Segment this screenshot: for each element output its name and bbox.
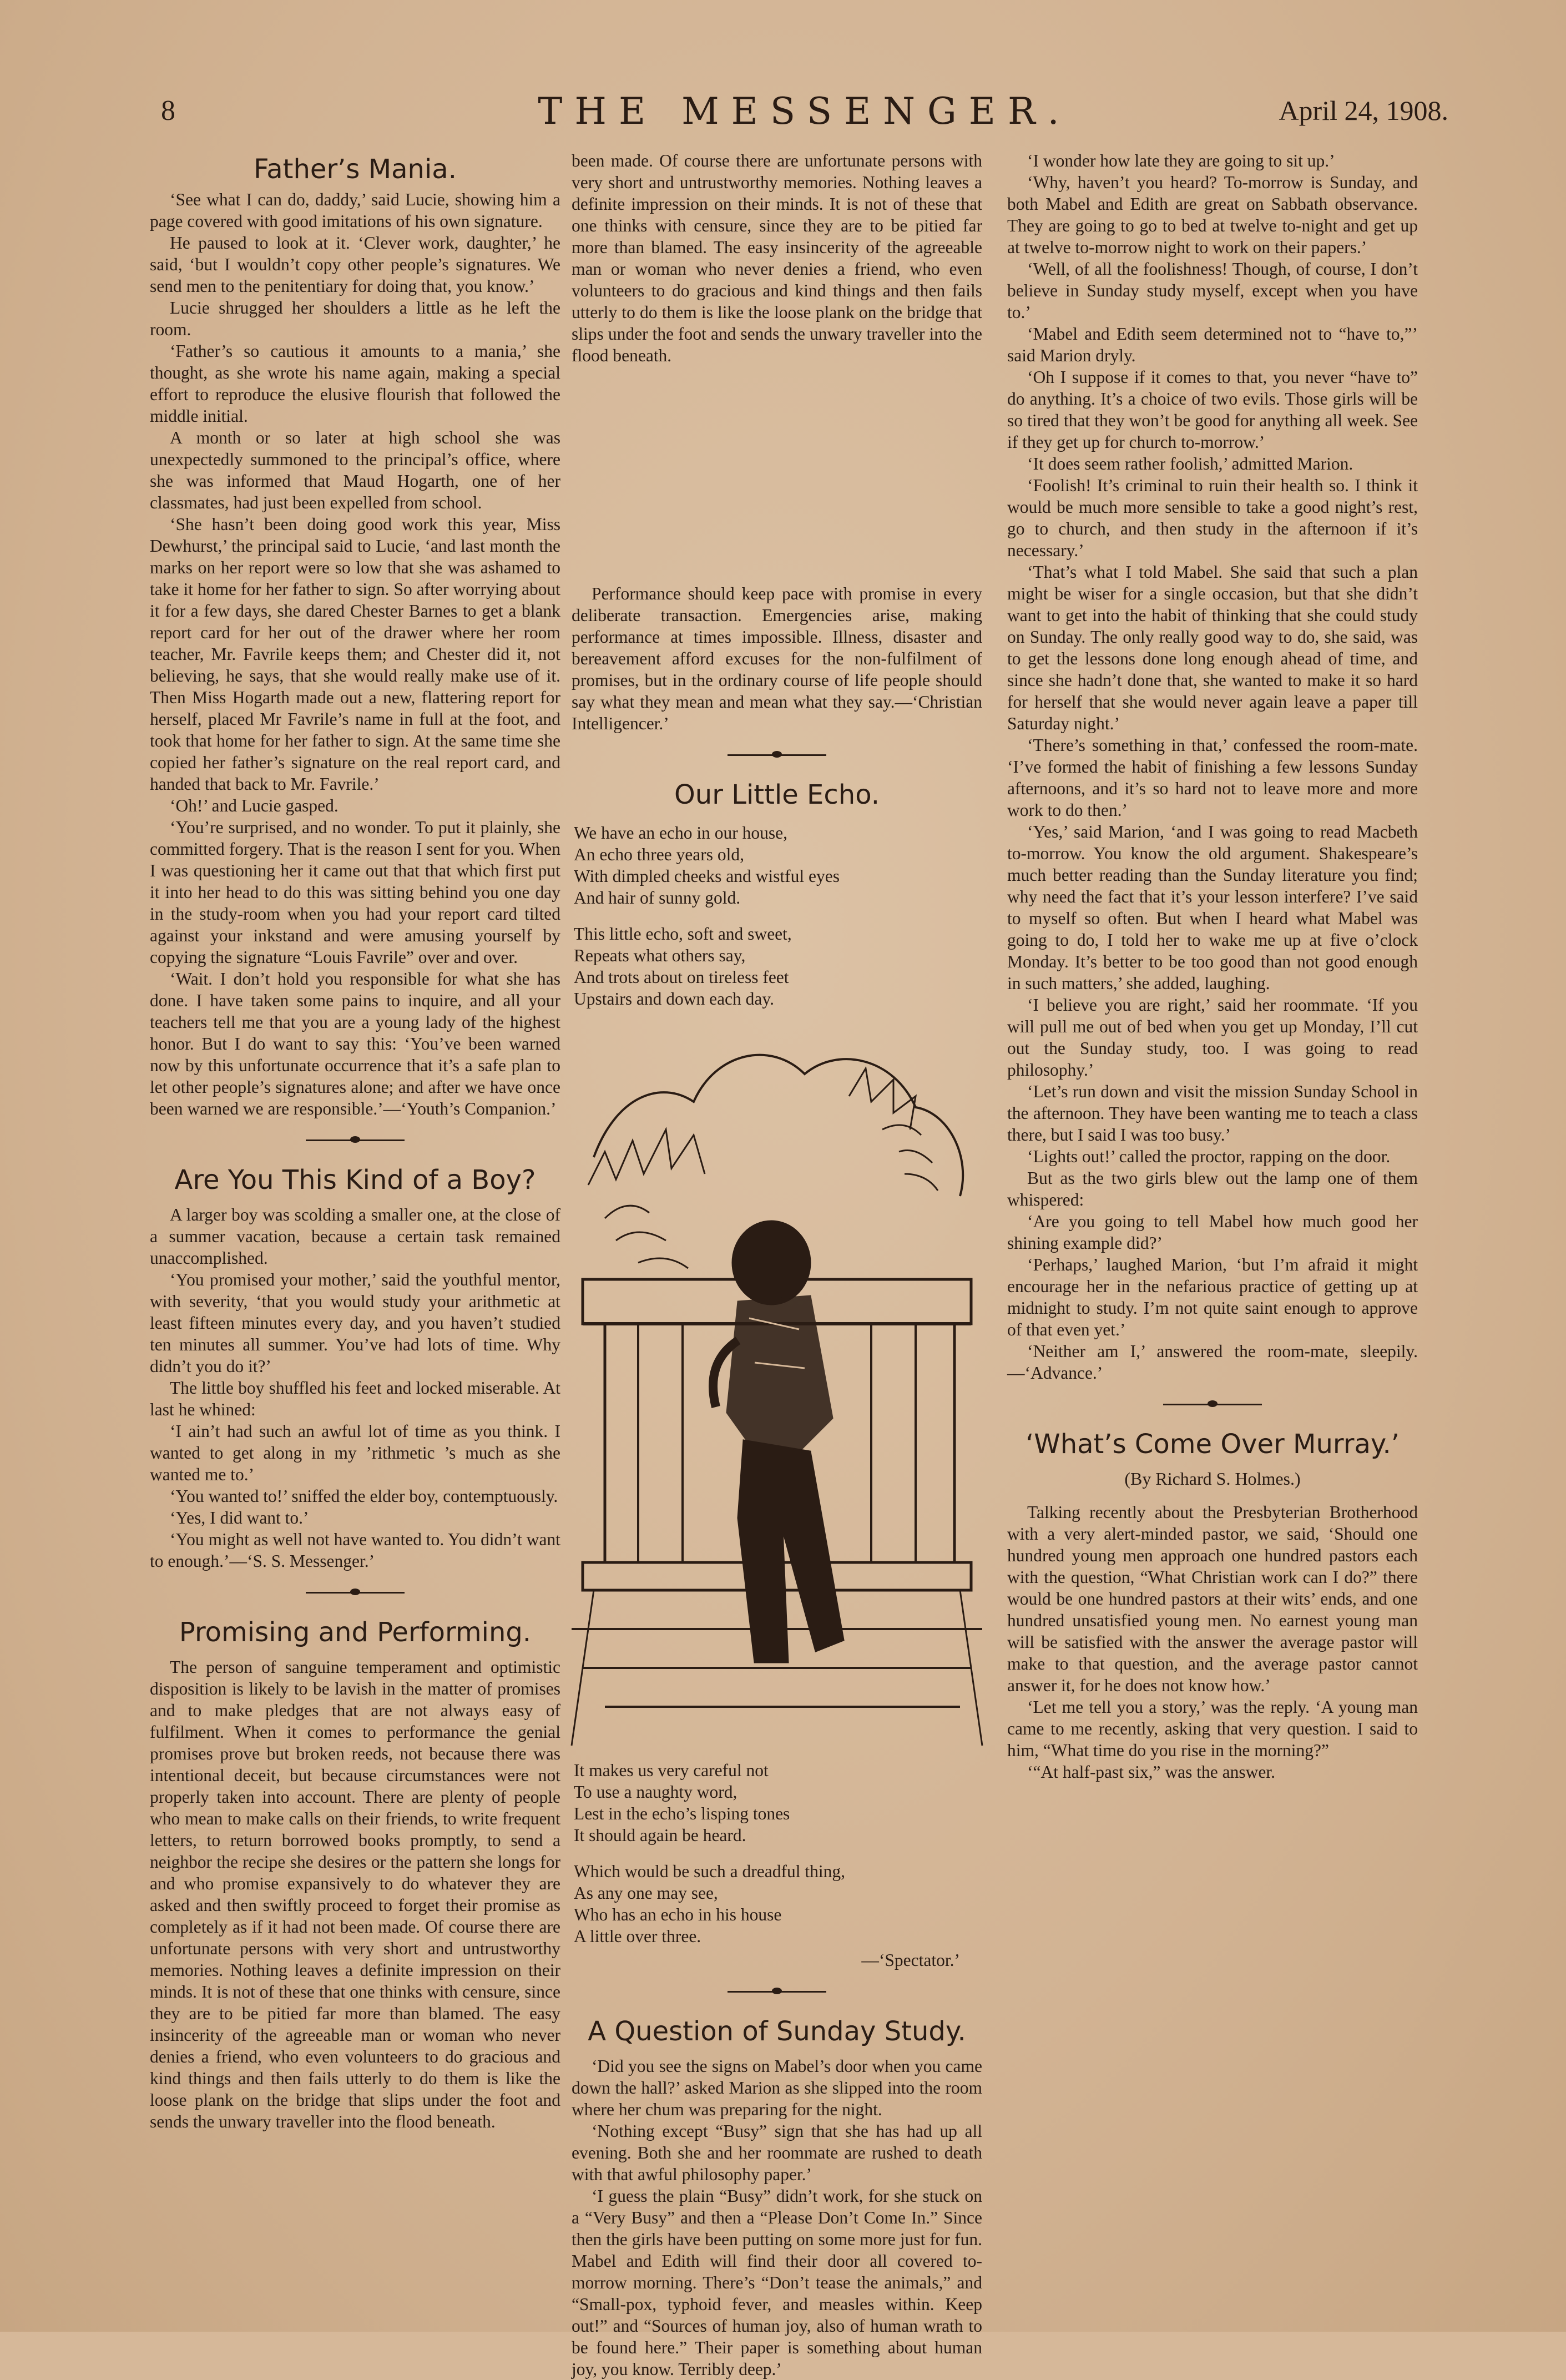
paragraph: ‘Are you going to tell Mabel how much good her shining example did?’ <box>1007 1212 1418 1253</box>
article-title: Are You This Kind of a Boy? <box>174 1164 536 1196</box>
paragraph: ‘It does seem rather foolish,’ admitted Marion. <box>1027 454 1353 473</box>
paragraph: He paused to look at it. ‘Clever work, daughter,’ he said, ‘but I wouldn’t copy other people’s signatures. We send men to the penitentiary for doing that, you know.’ <box>150 233 560 296</box>
poem-little-echo-end <box>572 1759 982 1971</box>
article-title: A Question of Sunday Study. <box>588 2016 966 2047</box>
paragraph: Talking recently about the Presbyterian Brotherhood with a very alert-minded pastor, we said, ‘Should one hundred young men approach one hundred pastors each with the question, “What Christian work can I do?” there would be one hundred pastors at their wits’ ends, and one hundred unsatisfied young men. No earnest young man will be satisfied with the answer the average pastor will make to that question, and the average pastor cannot answer it, for he does not know how.’ <box>1007 1502 1418 1695</box>
paragraph: ‘See what I can do, daddy,’ said Lucie, showing him a page covered with good imitations of his own signature. <box>150 190 560 231</box>
paragraph: ‘Lights out!’ called the proctor, rapping on the door. <box>1027 1147 1391 1166</box>
article-title: Our Little Echo. <box>674 779 880 810</box>
paragraph: ‘Why, haven’t you heard? To-morrow is Sunday, and both Mabel and Edith are great on Sabbath observance. They are going to go to bed at twelve to-night and get up at twelve to-morrow night to work on their papers.’ <box>1007 173 1418 257</box>
paragraph: ‘Father’s so cautious it amounts to a mania,’ she thought, as she wrote his name again, making a special effort to reproduce the elusive flourish that followed the middle initial. <box>150 341 560 426</box>
article-body-promising <box>150 1656 560 2131</box>
paragraph: ‘She hasn’t been doing good work this year, Miss Dewhurst,’ the principal said to Lucie, ‘and last month the marks on her report were so low that she was ashamed to take it home for her father to sign. So after worrying about it for a few days, she dared Chester Barnes to get a blank report card for her out of the drawer where her room teacher, Mr. Favrile keeps them; and Chester did it, not believing, he says, that she would really make use of it. Then Miss Hogarth made out a new, flattering report for herself, placed Mr Favrile’s name in full at the foot, and took that home for her father to sign. At the same time she copied her father’s signature on the real report card, and handed that back to Mr. Favrile.’ <box>150 515 560 794</box>
section-divider <box>572 742 982 768</box>
poem-stanza: This little echo, soft and sweet, Repeats what others say, And trots about on tireless feet Upstairs and down each day. <box>574 924 792 1009</box>
paragraph: ‘Let’s run down and visit the mission Sunday School in the afternoon. They have been wanting me to teach a class there, but I said I was too busy.’ <box>1007 1082 1418 1144</box>
column-2 <box>572 150 982 2379</box>
paragraph: ‘“At half-past six,” was the answer. <box>1027 1762 1275 1782</box>
article-body-kind-of-boy <box>150 1204 560 1572</box>
article-body-sunday-study <box>572 2055 982 2379</box>
masthead <box>161 90 1448 139</box>
section-divider <box>150 1127 560 1153</box>
paragraph: A month or so later at high school she was unexpectedly summoned to the principal’s office, where she was informed that Maud Hogarth, one of her classmates, had just been expelled from school. <box>150 428 560 512</box>
paragraph: Performance should keep pace with promise in every deliberate transaction. Emergencies arise, making performance at times impossible. Illness, disaster and bereavement afford excuses for the non-fulfilment of promises, but in the ordinary course of life people should say what they mean and mean what they say.—‘Christian Intelligencer.’ <box>572 584 982 733</box>
page-number: 8 <box>161 95 175 127</box>
article-body-fathers-mania <box>150 189 560 1120</box>
paragraph: ‘Mabel and Edith seem determined not to “have to,”’ said Marion dryly. <box>1007 324 1418 365</box>
paragraph: ‘Let me tell you a story,’ was the reply. ‘A young man came to me recently, asking that very question. I said to him, “What time do you rise in the morning?” <box>1007 1697 1418 1760</box>
poem-stanza: Which would be such a dreadful thing, As any one may see, Who has an echo in his house A little over three. <box>574 1862 845 1946</box>
child-at-fence-illustration <box>572 1030 982 1746</box>
paragraph: ‘Foolish! It’s criminal to ruin their health so. I think it would be much more sensible to take a good night’s rest, go to church, and then study in the afternoon if it’s necessary.’ <box>1007 476 1418 560</box>
paragraph: ‘Wait. I don’t hold you responsible for what she has done. I have taken some pains to inquire, and all your teachers tell me that you are a young lady of the highest honor. But I do want to say this: ‘You’ve been warned now by this unfortunate occurrence that it’s a safe plan to let other people’s signatures alone; and after we have once been warned we are responsible.’—‘Youth’s Companion.’ <box>150 969 560 1118</box>
paragraph: ‘Nothing except “Busy” sign that she has had up all evening. Both she and her roommate are rushed to death with that awful philosophy paper.’ <box>572 2121 982 2184</box>
paragraph: ‘That’s what I told Mabel. She said that such a plan might be wiser for a single occasion, but that she didn’t want to get into the habit of thinking that she could study on Sunday. The only really good way to do, she said, was to get the lessons done long enough ahead of time, and since she hadn’t done that, she wanted to make it so hard for herself that she would never again leave a paper till Saturday night.’ <box>1007 562 1418 733</box>
section-divider <box>572 1979 982 2004</box>
poem-stanza: We have an echo in our house, An echo three years old, With dimpled cheeks and wistful eyes And hair of sunny gold. <box>574 823 840 907</box>
paragraph: ‘Perhaps,’ laughed Marion, ‘but I’m afraid it might encourage her in the nefarious practice of getting up at midnight to study. I’m not quite saint enough to approve of that even yet.’ <box>1007 1255 1418 1339</box>
column-1 <box>150 150 560 2131</box>
article-title: Promising and Performing. <box>179 1617 532 1648</box>
article-continued-sunday-study <box>1007 150 1418 1384</box>
paragraph: But as the two girls blew out the lamp one of them whispered: <box>1007 1168 1418 1209</box>
column-3 <box>1007 150 1418 1783</box>
paragraph: ‘Well, of all the foolishness! Though, of course, I don’t believe in Sunday study myself, except when you have to.’ <box>1007 259 1418 322</box>
paragraph: been made. Of course there are unfortunate persons with very short and untrustworthy memories. Nothing leaves a definite impression on their minds. It is not of these that one thinks with censure, since they are to be pitied far more than blamed. The easy insincerity of the agreeable man or woman who never denies a friend, who even volunteers to do gracious and kind things and then fails utterly to do them is like the loose plank on the bridge that slips under the foot and sends the unwary traveller into the flood beneath. <box>572 151 982 365</box>
paragraph: ‘You might as well not have wanted to. You didn’t want to enough.’—‘S. S. Messenger.’ <box>150 1530 560 1571</box>
paragraph: ‘Yes,’ said Marion, ‘and I was going to read Macbeth to-morrow. You know the old argument. Shakespeare’s much better reading than the Sunday literature you find; why need the fact that it’s your lesson interfere? I’ve said to myself so often. But when I heard what Mabel was going to do, I told her to wake me up at five o’clock Monday. It’s better to be too good than not good enough in such matters,’ she added, laughing. <box>1007 822 1418 993</box>
paragraph: ‘Neither am I,’ answered the room-mate, sleepily.—‘Advance.’ <box>1007 1342 1418 1383</box>
paragraph: A larger boy was scolding a smaller one, at the close of a summer vacation, because a certain task remained unaccomplished. <box>150 1205 560 1268</box>
section-divider <box>1007 1391 1418 1417</box>
issue-date: April 24, 1908. <box>1279 95 1448 126</box>
paragraph: ‘Oh I suppose if it comes to that, you never “have to” do anything. It’s a choice of two evils. Those girls will be so tired that they won’t be good for anything all week. See if they get up for church to-morrow.’ <box>1007 367 1418 452</box>
article-body-murray <box>1007 1501 1418 1783</box>
paragraph: ‘There’s something in that,’ confessed the room-mate. ‘I’ve formed the habit of finishing a few lessons Sunday afternoons, and it’s so hard not to leave more and more work to do then.’ <box>1007 735 1418 820</box>
paragraph: The person of sanguine temperament and optimistic disposition is likely to be lavish in the matter of promises and to make pledges that are not always easy of fulfilment. When it comes to performance the genial promises prove but broken reeds, not because there was intentional deceit, but because circumstances were not properly taken into account. There are plenty of people who mean to make calls on their friends, to write frequent letters, to return borrowed books promptly, to send a neighbor the recipe she desires or the pattern she longs for and who promise expansively to do whatever they are asked and then swiftly proceed to forget their promise as completely as if it had not been made. Of course there are unfortunate persons with very short and untrustworthy memories. Nothing leaves a definite impression on their minds. It is not of these that one thinks with censure, since they are to be pitied far more than blamed. The easy insincerity of the agreeable man or woman who never denies a friend, who even volunteers to do gracious and kind things and then fails utterly to do them is like the loose plank on the bridge that slips under the foot and sends the unwary traveller into the flood beneath. <box>150 1657 560 2131</box>
paragraph: The little boy shuffled his feet and locked miserable. At last he whined: <box>150 1378 560 1419</box>
paragraph: ‘You promised your mother,’ said the youthful mentor, with severity, ‘that you would study your arithmetic at least fifteen minutes every day, and you haven’t studied ten minutes all summer. You’ve had lots of time. Why didn’t you do it?’ <box>150 1270 560 1376</box>
section-divider <box>150 1580 560 1605</box>
article-title: ‘What’s Come Over Murray.’ <box>1026 1429 1400 1460</box>
newspaper-title: THE MESSENGER. <box>538 90 1072 133</box>
poem-little-echo <box>572 822 982 1010</box>
paragraph: Lucie shrugged her shoulders a little as he left the room. <box>150 298 560 339</box>
paragraph: ‘You’re surprised, and no wonder. To put it plainly, she committed forgery. That is the reason I sent for you. When I was questioning her it came out that that which first put it into her head to do this was sitting behind you one day in the study-room when you had your report card tilted against your inkstand and were amusing yourself by copying the signature “Louis Favrile” over and over. <box>150 818 560 967</box>
paragraph: ‘Oh!’ and Lucie gasped. <box>170 796 339 815</box>
paragraph: ‘I guess the plain “Busy” didn’t work, for she stuck on a “Very Busy” and then a “Please Don’t Come In.” Since then the girls have been putting on some more just for fun. Mabel and Edith will find their door all covered to-morrow morning. There’s “Don’t tease the animals,” and “Small-pox, typhoid fever, and measles within. Keep out!” and “Sources of human joy, also of human wrath to be found here.” Their paper is something about human joy, you know. Terribly deep.’ <box>572 2186 982 2379</box>
paragraph: ‘I wonder how late they are going to sit up.’ <box>1027 151 1335 170</box>
poem-credit: —‘Spectator.’ <box>861 1950 960 1970</box>
paragraph: ‘You wanted to!’ sniffed the elder boy, contemptuously. <box>170 1486 558 1506</box>
article-title: Father’s Mania. <box>254 154 457 185</box>
article-continued-promising <box>572 150 982 734</box>
paragraph: ‘I ain’t had such an awful lot of time as you think. I wanted to get along in my ’rithmetic ’s much as she wanted me to.’ <box>150 1421 560 1484</box>
paragraph: ‘Yes, I did want to.’ <box>170 1508 309 1527</box>
paragraph: ‘I believe you are right,’ said her roommate. ‘If you will pull me out of bed when you get up Monday, I’ll cut out the Sunday study, too. I was going to read philosophy.’ <box>1007 995 1418 1080</box>
article-byline: (By Richard S. Holmes.) <box>1124 1469 1301 1489</box>
paragraph: ‘Did you see the signs on Mabel’s door when you came down the hall?’ asked Marion as she slipped into the room where her chum was preparing for the night. <box>572 2056 982 2119</box>
poem-stanza: It makes us very careful not To use a naughty word, Lest in the echo’s lisping tones It should again be heard. <box>574 1761 790 1845</box>
